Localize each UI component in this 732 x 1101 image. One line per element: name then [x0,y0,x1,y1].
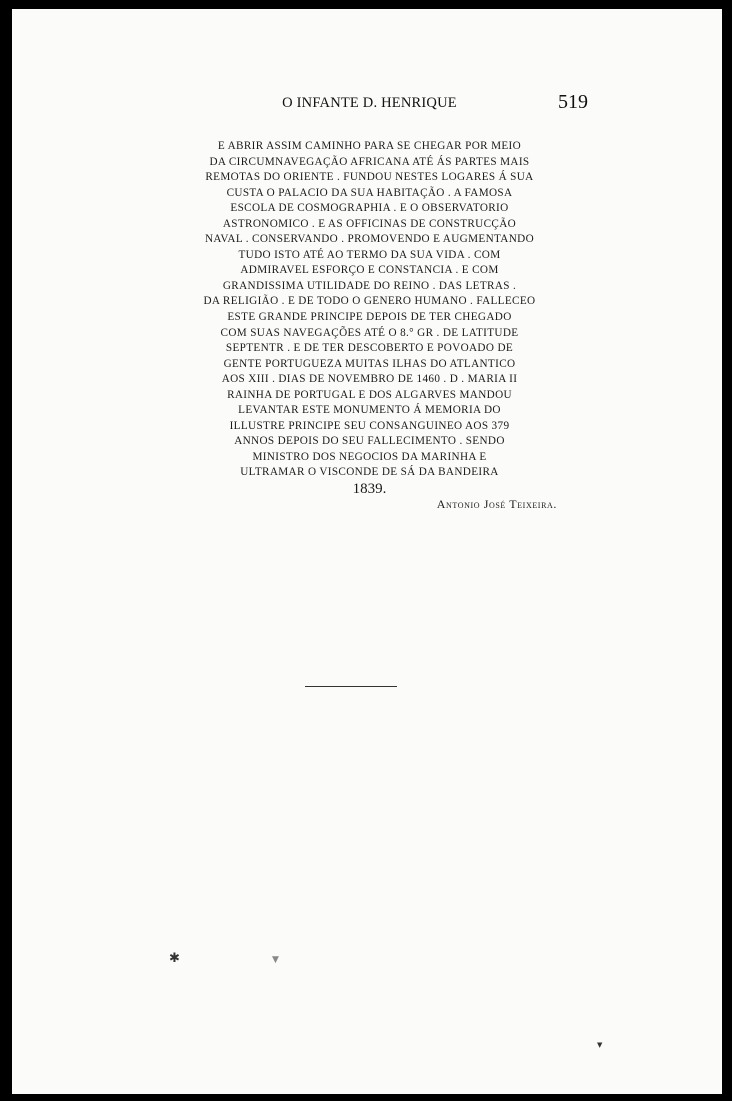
running-title: O INFANTE D. HENRIQUE [282,95,457,111]
inscription-line: NAVAL . CONSERVANDO . PROMOVENDO E AUGMENTANDO [204,233,535,246]
inscription-line: ADMIRAVEL ESFORÇO E CONSTANCIA . E COM [240,264,499,277]
inscription-block [12,139,724,498]
inscription-line: AOS XIII . DIAS DE NOVEMBRO DE 1460 . D . MARIA II [221,373,518,386]
inscription-line: RAINHA DE PORTUGAL E DOS ALGARVES MANDOU [227,388,512,401]
inscription-line: E ABRIR ASSIM CAMINHO PARA SE CHEGAR POR MEIO [217,140,522,152]
book-page [9,9,724,1094]
inscription-line: ULTRAMAR O VISCONDE DE SÁ DA BANDEIRA [240,466,499,479]
inscription-line: TUDO ISTO ATÉ AO TERMO DA SUA VIDA . COM [238,248,501,261]
author-signature: Antonio José Teixeira. [436,497,557,511]
inscription-line: ANNOS DEPOIS DO SEU FALLECIMENTO . SENDO [234,435,505,448]
inscription-line: ASTRONOMICO . E AS OFFICINAS DE CONSTRUCÇÃO [222,217,517,230]
inscription-line: SEPTENTR . E DE TER DESCOBERTO E POVOADO DE [225,342,514,355]
ink-spot-mark: ✱ [169,951,180,966]
inscription-year: 1839. [352,481,387,498]
inscription-line: GENTE PORTUGUEZA MUITAS ILHAS DO ATLANTICO [223,357,516,370]
end-rule [305,686,397,687]
running-head [12,93,724,117]
ink-spot-mark: ▼ [272,955,279,965]
page-number: 519 [558,91,588,113]
ink-spot-mark: ▼ [597,1041,603,1049]
inscription-line: ESTE GRANDE PRINCIPE DEPOIS DE TER CHEGADO [227,311,512,324]
inscription-line: DA RELIGIÃO . E DE TODO O GENERO HUMANO . FALLECEO [203,295,536,308]
inscription-line: ESCOLA DE COSMOGRAPHIA . E O OBSERVATORIO [230,202,509,215]
inscription-line: ILLUSTRE PRINCIPE SEU CONSANGUINEO AOS 379 [229,419,510,432]
inscription-line: GRANDISSIMA UTILIDADE DO REINO . DAS LETRAS . [222,279,517,292]
inscription-line: DA CIRCUMNAVEGAÇÃO AFRICANA ATÉ ÁS PARTES MAIS [209,155,530,168]
inscription-line: REMOTAS DO ORIENTE . FUNDOU NESTES LOGARES Á SUA [205,171,534,184]
inscription-line: LEVANTAR ESTE MONUMENTO Á MEMORIA DO [238,404,501,417]
inscription-line: MINISTRO DOS NEGOCIOS DA MARINHA E [252,450,487,463]
inscription-line: CUSTA O PALACIO DA SUA HABITAÇÃO . A FAMOSA [226,186,513,199]
inscription-line: COM SUAS NAVEGAÇÕES ATÉ O 8.° GR . DE LATITUDE [220,326,519,339]
